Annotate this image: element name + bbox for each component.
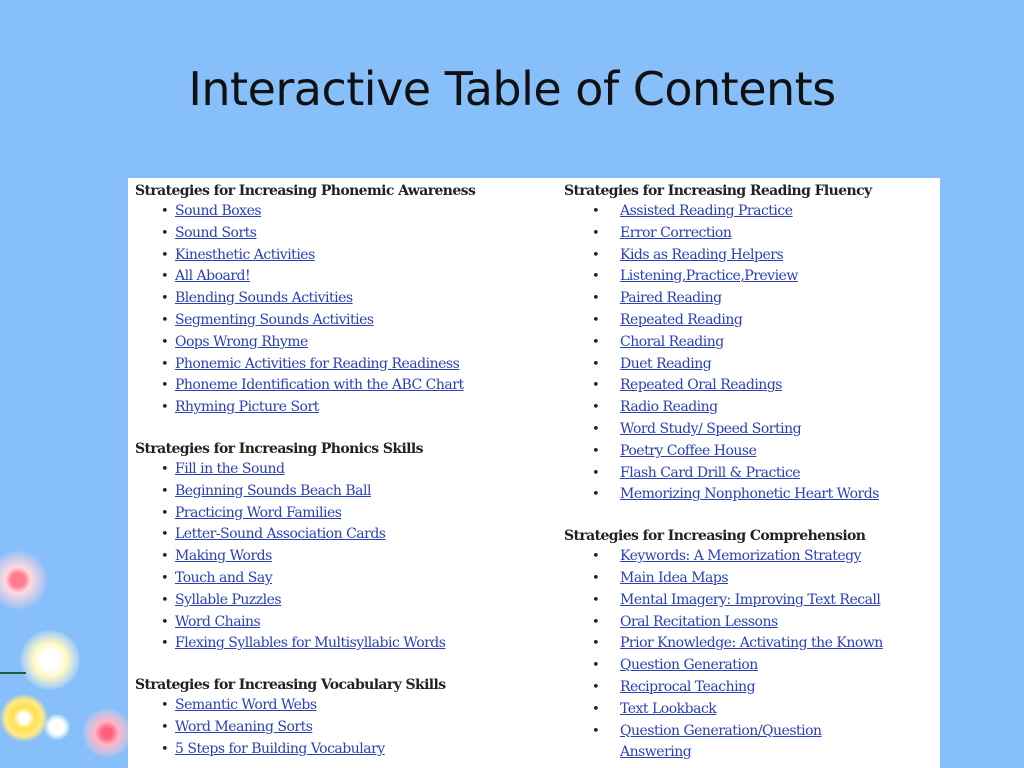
bullet-icon: • [161,334,169,350]
toc-link[interactable]: Error Correction [620,224,732,241]
bullet-icon: • [161,527,169,543]
bullet-icon: • [161,312,169,328]
list-item [564,441,936,463]
bullet-icon: • [592,204,600,219]
toc-link[interactable]: Touch and Say [175,569,273,586]
link-list [135,201,555,419]
bullet-icon: • [161,483,169,499]
list-item [135,288,555,310]
bullet-icon: • [161,549,169,565]
list-item [564,201,936,223]
bullet-icon: • [592,658,600,674]
bullet-icon: • [161,461,169,477]
bullet-icon: • [161,570,169,586]
bullet-icon: • [592,614,600,630]
list-item [564,288,936,310]
list-item [135,354,555,376]
list-item [564,397,936,419]
toc-link[interactable]: Segmenting Sounds Activities [175,311,374,328]
bullet-icon: • [161,225,169,241]
bullet-icon: • [592,570,600,586]
bullet-icon: • [161,741,169,757]
link-list [564,201,936,506]
toc-link[interactable]: Memorizing Nonphonetic Heart Words [620,486,879,503]
toc-link[interactable]: Blending Sounds Activities [175,290,353,307]
toc-right-column [564,181,936,768]
toc-link[interactable]: Phoneme Identification with the ABC Chart [175,377,464,394]
toc-link[interactable]: Beginning Sounds Beach Ball [175,482,371,499]
bullet-icon: • [161,356,169,372]
list-item [564,332,936,354]
list-item [564,568,936,590]
section-heading: Strategies for Increasing Comprehension [564,528,866,545]
toc-link[interactable]: Flash Card Drill & Practice [620,464,801,481]
bullet-icon: • [161,505,169,521]
toc-link[interactable]: Syllable Puzzles [175,591,282,608]
bullet-icon: • [592,334,600,350]
link-list [135,459,555,655]
bullet-icon: • [592,549,600,565]
link-list [135,695,555,760]
list-item [564,699,936,721]
bullet-icon: • [592,312,600,328]
toc-link[interactable]: Keywords: A Memorization Strategy [620,548,862,565]
list-item [564,590,936,612]
flower-icon [20,630,80,690]
bullet-icon: • [592,723,600,739]
toc-link[interactable]: Poetry Coffee House [620,442,757,459]
bullet-icon: • [592,378,600,394]
section-heading: Strategies for Increasing Phonics Skills [135,440,423,457]
list-item [564,354,936,376]
bullet-icon: • [592,225,600,241]
toc-link[interactable]: Making Words [175,548,272,565]
list-item [135,397,555,419]
flower-icon [82,708,132,758]
section-reading-fluency [564,181,936,506]
bullet-icon: • [161,291,169,307]
list-item [135,332,555,354]
list-item [135,201,555,223]
bullet-icon: • [161,269,169,285]
section-heading: Strategies for Increasing Reading Fluency [564,183,872,199]
section-vocabulary-skills [135,675,555,760]
section-heading: Strategies for Increasing Vocabulary Skills [135,677,446,694]
flower-icon [0,694,48,742]
list-item [135,717,555,739]
list-item [564,677,936,699]
bullet-icon: • [592,679,600,695]
bullet-icon: • [592,291,600,307]
bullet-icon: • [592,443,600,459]
list-item [135,266,555,288]
bullet-icon: • [161,378,169,394]
list-item [135,590,555,612]
bullet-icon: • [592,247,600,263]
bullet-icon: • [592,356,600,372]
toc-link[interactable]: All Aboard! [175,268,251,285]
list-item [135,459,555,481]
toc-link[interactable]: Repeated Oral Readings [620,377,782,394]
toc-link[interactable]: Kids as Reading Helpers [620,246,784,263]
toc-link[interactable]: Prior Knowledge: Activating the Known [620,635,883,652]
list-item [135,245,555,267]
toc-link[interactable]: Oops Wrong Rhyme [175,333,308,350]
list-item [135,310,555,332]
bullet-icon: • [161,247,169,263]
toc-link[interactable]: Semantic Word Webs [175,697,317,714]
list-item [564,721,936,743]
section-heading: Strategies for Increasing Phonemic Awareness [135,183,476,199]
toc-link[interactable]: Fill in the Sound [175,460,285,477]
flower-icon [44,714,70,740]
list-item [135,503,555,525]
toc-link[interactable]: Answering [620,744,692,761]
toc-link[interactable]: Word Meaning Sorts [175,718,313,735]
list-item-continuation [564,742,936,764]
list-item [135,223,555,245]
link-list [564,546,936,764]
bullet-icon: • [592,592,600,608]
toc-link[interactable]: Word Study/ Speed Sorting [620,420,802,437]
toc-link[interactable]: Mental Imagery: Improving Text Recall [620,591,881,608]
toc-link[interactable]: Question Generation [620,657,758,674]
flower-icon [0,550,48,610]
list-item [135,546,555,568]
toc-link[interactable]: Phonemic Activities for Reading Readiness [175,355,460,372]
list-item [135,739,555,761]
toc-link[interactable]: Word Chains [175,613,261,630]
list-item [564,546,936,568]
list-item [135,524,555,546]
toc-link[interactable]: Reciprocal Teaching [620,678,756,695]
list-item [135,568,555,590]
toc-link[interactable]: Flexing Syllables for Multisyllabic Words [175,635,446,652]
toc-left-column [135,181,555,768]
toc-link[interactable]: Practicing Word Families [175,504,342,521]
bullet-icon: • [592,487,600,503]
toc-link[interactable]: Rhyming Picture Sort [175,399,319,416]
bullet-icon: • [161,698,169,714]
list-item [564,633,936,655]
stem-decoration [0,672,26,674]
toc-link[interactable]: Listening,Practice,Preview [620,268,798,285]
toc-link[interactable]: Duet Reading [620,355,712,372]
list-item [564,375,936,397]
bullet-icon: • [161,204,169,219]
bullet-icon: • [592,269,600,285]
list-item [564,463,936,485]
toc-link[interactable]: Text Lookback [620,700,717,717]
toc-link[interactable]: Kinesthetic Activities [175,246,315,263]
section-comprehension [564,526,936,764]
list-item [135,375,555,397]
toc-link[interactable]: Paired Reading [620,290,722,307]
list-item [564,484,936,506]
toc-link[interactable]: Sound Sorts [175,224,257,241]
section-phonemic-awareness [135,181,555,419]
bullet-icon: • [592,701,600,717]
toc-link[interactable]: Question Generation/Question [620,722,822,739]
bullet-icon: • [161,636,169,652]
bullet-icon: • [161,719,169,735]
toc-link[interactable]: Letter-Sound Association Cards [175,526,386,543]
toc-link[interactable]: Repeated Reading [620,311,743,328]
toc-link[interactable]: Oral Recitation Lessons [620,613,778,630]
list-item [564,266,936,288]
list-item [564,419,936,441]
bullet-icon: • [161,614,169,630]
toc-link[interactable]: Radio Reading [620,399,718,416]
bullet-icon: • [592,465,600,481]
list-item [135,481,555,503]
bullet-icon: • [161,400,169,416]
bullet-icon: • [592,421,600,437]
list-item [564,223,936,245]
section-phonics-skills [135,439,555,655]
list-item [564,612,936,634]
toc-link[interactable]: Sound Boxes [175,203,262,219]
list-item [135,612,555,634]
bullet-icon: • [592,400,600,416]
bullet-icon: • [161,592,169,608]
toc-link[interactable]: 5 Steps for Building Vocabulary [175,740,385,757]
toc-panel [128,178,940,768]
toc-link[interactable]: Choral Reading [620,333,724,350]
toc-link[interactable]: Main Idea Maps [620,569,729,586]
slide-title: Interactive Table of Contents [188,62,836,116]
list-item [564,245,936,267]
bullet-icon: • [592,636,600,652]
list-item [564,655,936,677]
toc-link[interactable]: Assisted Reading Practice [620,203,793,219]
list-item [135,695,555,717]
list-item [564,310,936,332]
list-item [135,633,555,655]
